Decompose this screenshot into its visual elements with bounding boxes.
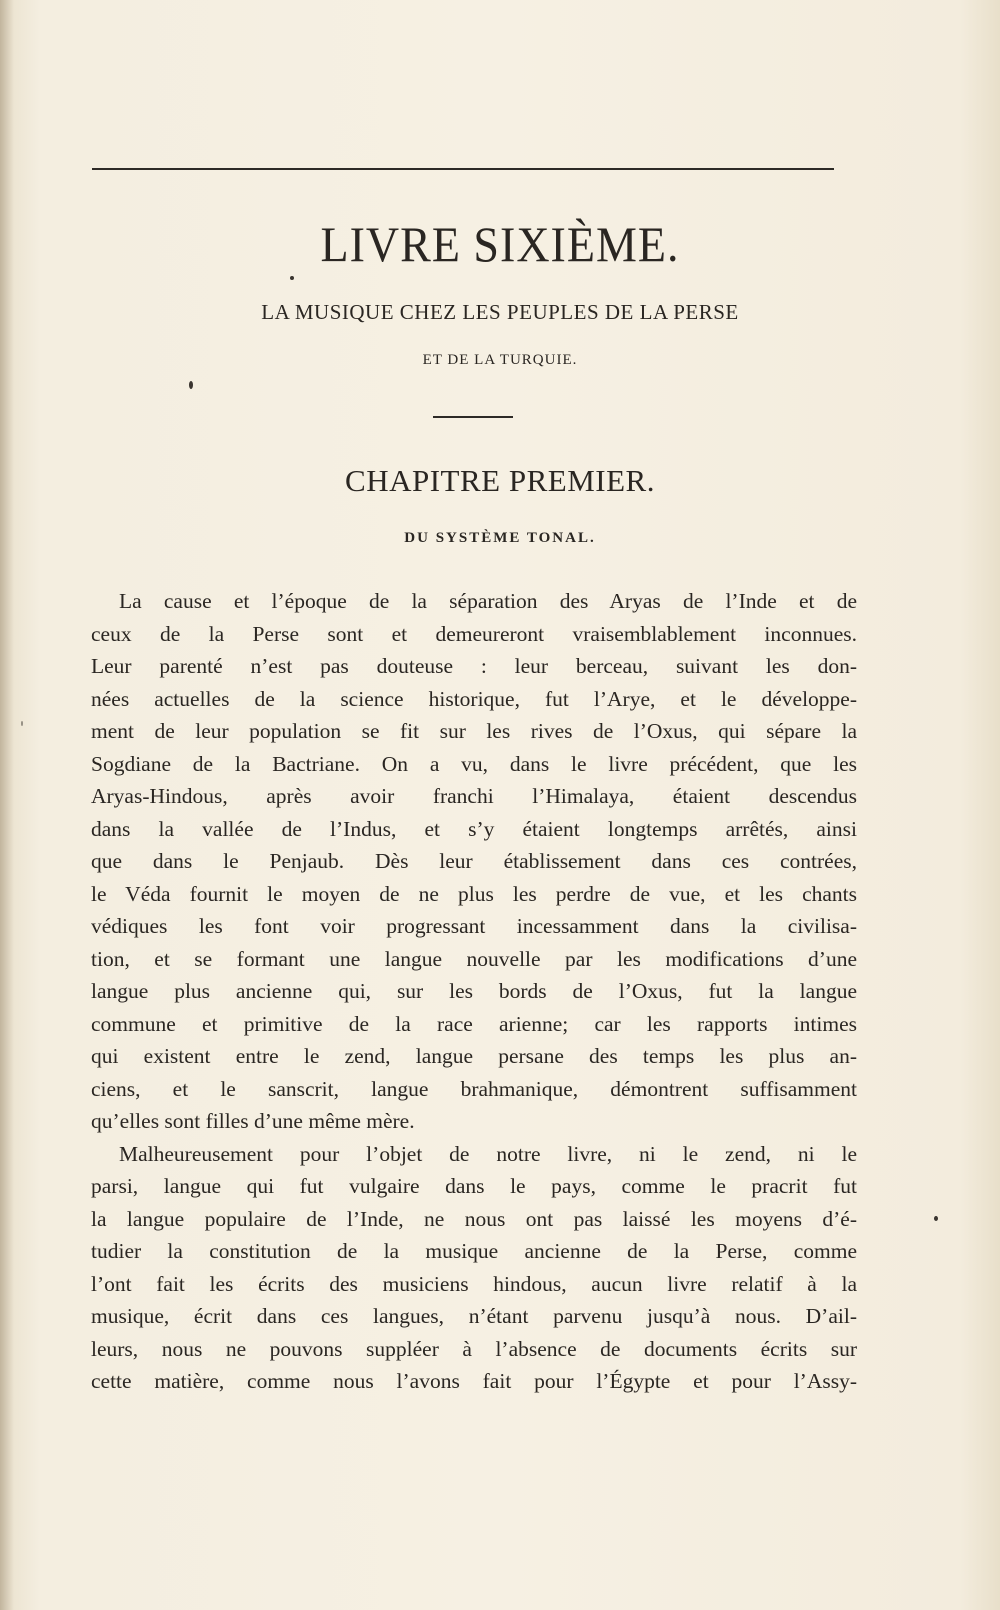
- scan-speck: [21, 721, 23, 726]
- book-subtitle-line2: ET DE LA TURQUIE.: [422, 352, 578, 368]
- text-line: Sogdiane de la Bactriane. On a vu, dans le livre précédent, que les: [91, 751, 857, 776]
- text-line: Aryas-Hindous, après avoir franchi l’Himalaya, étaient descendus: [91, 784, 857, 808]
- chapter-title: CHAPITRE PREMIER.: [345, 463, 655, 498]
- scan-speck: [934, 1216, 938, 1221]
- text-line: leurs, nous ne pouvons suppléer à l’absence de documents écrits sur: [91, 1336, 857, 1361]
- text-line: Leur parenté n’est pas douteuse : leur berceau, suivant les don-: [91, 654, 857, 678]
- scan-speck: [290, 276, 294, 280]
- text-line: qui existent entre le zend, langue persane des temps les plus an-: [91, 1044, 857, 1068]
- top-rule: [92, 168, 834, 170]
- text-line: l’ont fait les écrits des musiciens hindous, aucun livre relatif à la: [91, 1271, 857, 1296]
- chapter-subtitle: DU SYSTÈME TONAL.: [404, 530, 596, 546]
- text-line: commune et primitive de la race arienne; car les rapports intimes: [91, 1011, 857, 1036]
- text-line: dans la vallée de l’Indus, et s’y étaient longtemps arrêtés, ainsi: [91, 816, 857, 841]
- text-line: qu’elles sont filles d’une même mère.: [91, 1109, 415, 1133]
- text-line: tion, et se formant une langue nouvelle par les modifications d’une: [91, 946, 857, 971]
- text-line: musique, écrit dans ces langues, n’étant parvenu jusqu’à nous. D’ail-: [91, 1304, 857, 1328]
- text-line: que dans le Penjaub. Dès leur établissement dans ces contrées,: [91, 849, 857, 873]
- text-line: La cause et l’époque de la séparation des Aryas de l’Inde et de: [119, 589, 857, 613]
- text-line: ment de leur population se fit sur les rives de l’Oxus, qui sépare la: [91, 719, 857, 743]
- text-line: parsi, langue qui fut vulgaire dans le pays, comme le pracrit fut: [91, 1174, 857, 1198]
- book-title: LIVRE SIXIÈME.: [320, 216, 680, 273]
- section-divider: [433, 416, 513, 418]
- text-line: cette matière, comme nous l’avons fait pour l’Égypte et pour l’Assy-: [91, 1369, 857, 1393]
- book-subtitle-line1: LA MUSIQUE CHEZ LES PEUPLES DE LA PERSE: [261, 300, 739, 324]
- text-line: nées actuelles de la science historique, fut l’Arye, et le développe-: [91, 686, 857, 711]
- text-line: ciens, et le sanscrit, langue brahmanique, démontrent suffisamment: [91, 1076, 857, 1101]
- text-line: langue plus ancienne qui, sur les bords de l’Oxus, fut la langue: [91, 979, 857, 1003]
- text-line: védiques les font voir progressant incessamment dans la civilisa-: [91, 914, 857, 938]
- body-text: [91, 585, 857, 1398]
- scan-speck: [189, 381, 193, 389]
- text-line: Malheureusement pour l’objet de notre livre, ni le zend, ni le: [119, 1141, 857, 1166]
- text-line: la langue populaire de l’Inde, ne nous ont pas laissé les moyens d’é-: [91, 1206, 857, 1231]
- text-line: tudier la constitution de la musique ancienne de la Perse, comme: [91, 1239, 857, 1263]
- text-line: le Véda fournit le moyen de ne plus les perdre de vue, et les chants: [91, 881, 857, 906]
- text-line: ceux de la Perse sont et demeureront vraisemblablement inconnues.: [91, 621, 857, 646]
